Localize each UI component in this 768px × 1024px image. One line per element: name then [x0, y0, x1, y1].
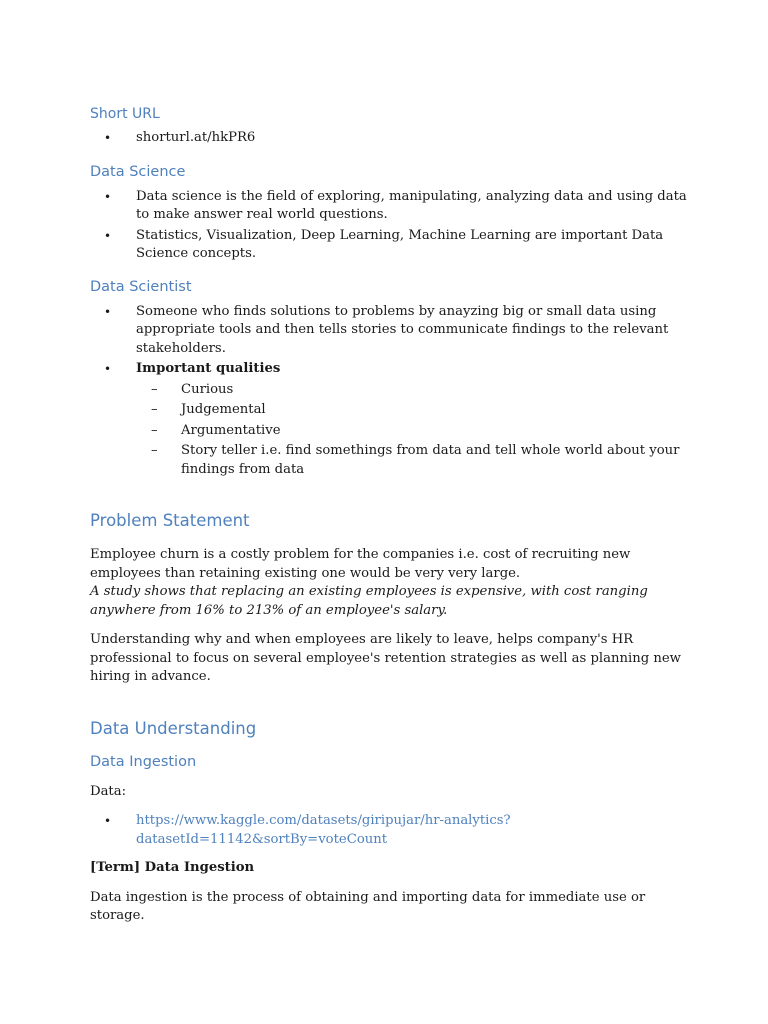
list-item	[90, 303, 690, 359]
problem-understanding-paragraph: Understanding why and when employees are likely to leave, helps company's HR professional to focus on several employee's retention strategies as well as planning new hiring in advance.	[90, 632, 681, 684]
section-data-science	[90, 161, 690, 264]
problem-study-paragraph: A study shows that replacing an existing employees is expensive, with cost ranging anywhere from 16% to 213% of an employee's salary.	[90, 584, 648, 618]
section-short-url	[90, 104, 690, 148]
quality-text: Curious	[181, 381, 234, 397]
list-item-text: Data science is the field of exploring, manipulating, analyzing data and using data to make answer real world questions.	[136, 188, 687, 222]
data-ingestion-definition: Data ingestion is the process of obtaining and importing data for immediate use or storage.	[90, 889, 646, 923]
dash-icon: –	[151, 381, 158, 397]
bullet-icon: •	[104, 362, 112, 376]
list-item	[90, 812, 690, 849]
document-page	[90, 104, 690, 926]
list-item	[136, 422, 690, 441]
short-url-list	[90, 129, 690, 148]
section-data-ingestion	[90, 751, 690, 926]
heading-problem-statement: Problem Statement	[90, 511, 250, 530]
qualities-list	[90, 381, 690, 480]
section-data-understanding	[90, 717, 690, 741]
quality-text: Argumentative	[181, 422, 281, 438]
list-item-text: Someone who finds solutions to problems by anayzing big or small data using appropriate tools and then tells stories to communicate findings to the relevant stakeholders.	[136, 303, 669, 356]
list-item	[90, 360, 690, 479]
dash-icon: –	[151, 402, 158, 417]
list-item	[136, 381, 690, 400]
quality-text: Judgemental	[181, 402, 266, 417]
section-data-scientist	[90, 276, 690, 480]
dash-icon: –	[151, 422, 158, 438]
important-qualities-label: Important qualities	[136, 361, 281, 376]
data-label: Data:	[90, 783, 127, 799]
list-item	[90, 188, 690, 225]
kaggle-dataset-link[interactable]: https://www.kaggle.com/datasets/giripujar/hr-analytics?datasetId=11142&sortBy=voteCount	[136, 813, 511, 847]
list-item	[136, 401, 690, 420]
quality-text: Story teller i.e. find somethings from data and tell whole world about your findings from data	[181, 443, 680, 477]
section-problem-statement	[90, 509, 690, 687]
term-label: [Term] Data Ingestion	[90, 860, 255, 875]
data-link-list	[90, 812, 690, 849]
bullet-icon: •	[104, 131, 112, 145]
list-item	[136, 442, 690, 479]
short-url-text: shorturl.at/hkPR6	[136, 130, 256, 145]
heading-data-science: Data Science	[90, 163, 186, 180]
data-science-list	[90, 188, 690, 264]
data-scientist-list	[90, 303, 690, 480]
list-item	[90, 129, 690, 148]
heading-data-ingestion: Data Ingestion	[90, 753, 197, 770]
list-item-text: Statistics, Visualization, Deep Learning, Machine Learning are important Data Science concepts.	[136, 227, 664, 261]
problem-paragraph: Employee churn is a costly problem for the companies i.e. cost of recruiting new employees than retaining existing one would be very very large.	[90, 547, 631, 581]
bullet-icon: •	[104, 228, 112, 243]
bullet-icon: •	[104, 189, 112, 204]
list-item	[90, 227, 690, 264]
bullet-icon: •	[104, 304, 112, 319]
dash-icon: –	[151, 443, 158, 458]
bullet-icon: •	[104, 814, 112, 828]
heading-data-scientist: Data Scientist	[90, 278, 192, 295]
heading-data-understanding: Data Understanding	[90, 718, 257, 738]
heading-short-url: Short URL	[90, 106, 160, 122]
